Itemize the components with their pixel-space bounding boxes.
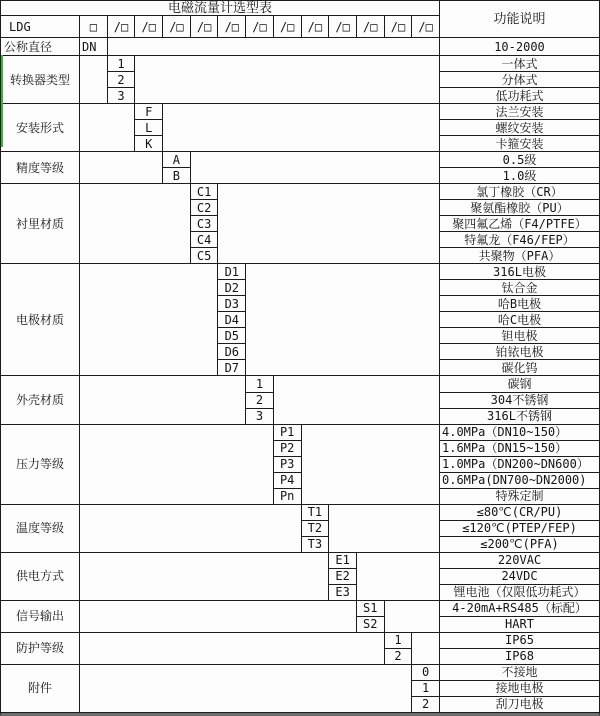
- option-function-cell: 220VAC: [440, 553, 599, 569]
- option-function-cell: 低功耗式: [440, 88, 599, 104]
- diameter-code: DN: [80, 38, 108, 56]
- group-label-1: 转换器类型: [1, 56, 80, 104]
- option-function-cell: 316L电极: [440, 264, 599, 280]
- spacer-cell: [80, 264, 218, 376]
- model-code-slot: /□: [163, 16, 191, 38]
- option-function-cell: 刮刀电极: [440, 697, 599, 713]
- option-function-cell: 聚氨酯橡胶（PU）: [440, 200, 599, 216]
- model-code-slot: /□: [385, 16, 413, 38]
- spacer-cell: [302, 425, 440, 505]
- spacer-cell: [191, 152, 440, 184]
- option-function-cell: 共聚物（PFA）: [440, 248, 599, 264]
- option-function-cell: 铂铱电极: [440, 344, 599, 360]
- spacer-cell: [80, 633, 385, 665]
- scan-artifact: [1, 55, 3, 147]
- option-code-cell: D1: [218, 264, 246, 280]
- option-function-cell: 钽电极: [440, 328, 599, 344]
- option-function-cell: IP68: [440, 649, 599, 665]
- option-function-cell: 一体式: [440, 56, 599, 72]
- function-column-header: 功能说明: [440, 1, 599, 38]
- option-code-cell: S1: [357, 601, 385, 617]
- option-function-cell: 锂电池（仅限低功耗式）: [440, 585, 599, 601]
- table-title: 电磁流量计选型表: [1, 1, 440, 16]
- spacer-cell: [80, 184, 191, 264]
- spacer-cell: [80, 425, 274, 505]
- option-code-cell: P3: [274, 457, 302, 473]
- option-code-cell: 1: [412, 681, 440, 697]
- spacer-cell: [80, 152, 163, 184]
- spacer-cell: [80, 553, 329, 601]
- option-code-cell: D2: [218, 280, 246, 296]
- group-label-8: 温度等级: [1, 505, 80, 553]
- option-function-cell: 哈B电极: [440, 296, 599, 312]
- option-code-cell: C1: [191, 184, 219, 200]
- group-label-12: 附件: [1, 665, 80, 713]
- option-function-cell: ≤80℃(CR/PU): [440, 505, 599, 521]
- option-code-cell: T2: [302, 521, 330, 537]
- option-code-cell: 3: [246, 409, 274, 425]
- option-function-cell: 接地电极: [440, 681, 599, 697]
- option-function-cell: 316L不锈钢: [440, 409, 599, 425]
- option-code-cell: C4: [191, 232, 219, 248]
- spacer-cell: [80, 665, 412, 713]
- group-label-4: 衬里材质: [1, 184, 80, 264]
- group-label-10: 信号输出: [1, 601, 80, 633]
- option-function-cell: HART: [440, 617, 599, 633]
- option-function-cell: 4-20mA+RS485（标配）: [440, 601, 599, 617]
- group-label-2: 安装形式: [1, 104, 80, 152]
- option-function-cell: 304不锈钢: [440, 393, 599, 409]
- option-function-cell: 分体式: [440, 72, 599, 88]
- option-code-cell: 0: [412, 665, 440, 681]
- option-code-cell: S2: [357, 617, 385, 633]
- group-label-3: 精度等级: [1, 152, 80, 184]
- option-function-cell: 碳化钨: [440, 360, 599, 376]
- option-function-cell: 4.0MPa（DN10~150）: [440, 425, 599, 441]
- option-code-cell: L: [135, 120, 163, 136]
- option-function-cell: 法兰安装: [440, 104, 599, 120]
- option-function-cell: 特殊定制: [440, 489, 599, 505]
- group-label-11: 防护等级: [1, 633, 80, 665]
- option-code-cell: 2: [108, 72, 136, 88]
- option-function-cell: 1.0级: [440, 168, 599, 184]
- model-code-slot: /□: [412, 16, 440, 38]
- spacer-cell: [163, 104, 440, 152]
- spacer-cell: [135, 56, 440, 104]
- group-label-5: 电极材质: [1, 264, 80, 376]
- spacer-cell: [80, 505, 302, 553]
- option-code-cell: F: [135, 104, 163, 120]
- option-function-cell: 0.6MPa(DN700~DN2000): [440, 473, 599, 489]
- option-code-cell: 2: [385, 649, 413, 665]
- group-label-7: 压力等级: [1, 425, 80, 505]
- model-code-slot: /□: [135, 16, 163, 38]
- spacer-cell: [80, 56, 108, 104]
- option-code-cell: 1: [385, 633, 413, 649]
- option-function-cell: 卡箍安装: [440, 136, 599, 152]
- group-label-9: 供电方式: [1, 553, 80, 601]
- option-code-cell: P4: [274, 473, 302, 489]
- spacer-cell: [246, 264, 440, 376]
- spacer-cell: [274, 376, 440, 424]
- option-function-cell: 聚四氟乙烯（F4/PTFE）: [440, 216, 599, 232]
- option-code-cell: D3: [218, 296, 246, 312]
- model-code-slot: /□: [274, 16, 302, 38]
- option-code-cell: D6: [218, 344, 246, 360]
- spacer-cell: [412, 633, 440, 665]
- option-code-cell: D4: [218, 312, 246, 328]
- option-function-cell: 螺纹安装: [440, 120, 599, 136]
- option-function-cell: 0.5级: [440, 152, 599, 168]
- option-function-cell: ≤200℃(PFA): [440, 537, 599, 553]
- spacer-cell: [80, 376, 246, 424]
- diameter-label: 公称直径: [1, 38, 80, 56]
- option-code-cell: Pn: [274, 489, 302, 505]
- option-code-cell: C3: [191, 216, 219, 232]
- option-function-cell: 24VDC: [440, 569, 599, 585]
- option-code-cell: B: [163, 168, 191, 184]
- option-code-cell: 3: [108, 88, 136, 104]
- diameter-function: 10-2000: [440, 38, 599, 56]
- group-label-6: 外壳材质: [1, 376, 80, 424]
- option-code-cell: E1: [329, 553, 357, 569]
- model-code-slot: /□: [329, 16, 357, 38]
- spacer-cell: [108, 38, 440, 56]
- spacer-cell: [329, 505, 440, 553]
- option-function-cell: 1.6MPa（DN15~150）: [440, 441, 599, 457]
- option-code-cell: E3: [329, 585, 357, 601]
- model-code-slot: /□: [218, 16, 246, 38]
- option-code-cell: 1: [108, 56, 136, 72]
- option-code-cell: D7: [218, 360, 246, 376]
- spacer-cell: [80, 104, 135, 152]
- model-prefix: LDG: [1, 16, 80, 38]
- option-function-cell: 哈C电极: [440, 312, 599, 328]
- option-code-cell: K: [135, 136, 163, 152]
- model-code-slot: /□: [357, 16, 385, 38]
- option-code-cell: P2: [274, 441, 302, 457]
- option-code-cell: C2: [191, 200, 219, 216]
- option-function-cell: 1.0MPa（DN200~DN600）: [440, 457, 599, 473]
- option-code-cell: T1: [302, 505, 330, 521]
- option-function-cell: 氯丁橡胶（CR）: [440, 184, 599, 200]
- model-code-slot: /□: [108, 16, 136, 38]
- option-code-cell: 1: [246, 376, 274, 392]
- option-code-cell: 2: [246, 393, 274, 409]
- option-function-cell: IP65: [440, 633, 599, 649]
- spacer-cell: [218, 184, 440, 264]
- option-code-cell: P1: [274, 425, 302, 441]
- option-code-cell: D5: [218, 328, 246, 344]
- spacer-cell: [357, 553, 440, 601]
- model-code-slot: /□: [191, 16, 219, 38]
- option-function-cell: ≤120℃(PTEP/FEP): [440, 521, 599, 537]
- model-code-slot: /□: [302, 16, 330, 38]
- option-code-cell: T3: [302, 537, 330, 553]
- option-function-cell: 不接地: [440, 665, 599, 681]
- spacer-cell: [80, 601, 357, 633]
- option-function-cell: 钛合金: [440, 280, 599, 296]
- model-code-box: □: [80, 16, 108, 38]
- option-function-cell: 特氟龙（F46/FEP）: [440, 232, 599, 248]
- model-code-slot: /□: [246, 16, 274, 38]
- option-code-cell: C5: [191, 248, 219, 264]
- spacer-cell: [385, 601, 440, 633]
- option-code-cell: E2: [329, 569, 357, 585]
- option-function-cell: 碳钢: [440, 376, 599, 392]
- option-code-cell: A: [163, 152, 191, 168]
- option-code-cell: 2: [412, 697, 440, 713]
